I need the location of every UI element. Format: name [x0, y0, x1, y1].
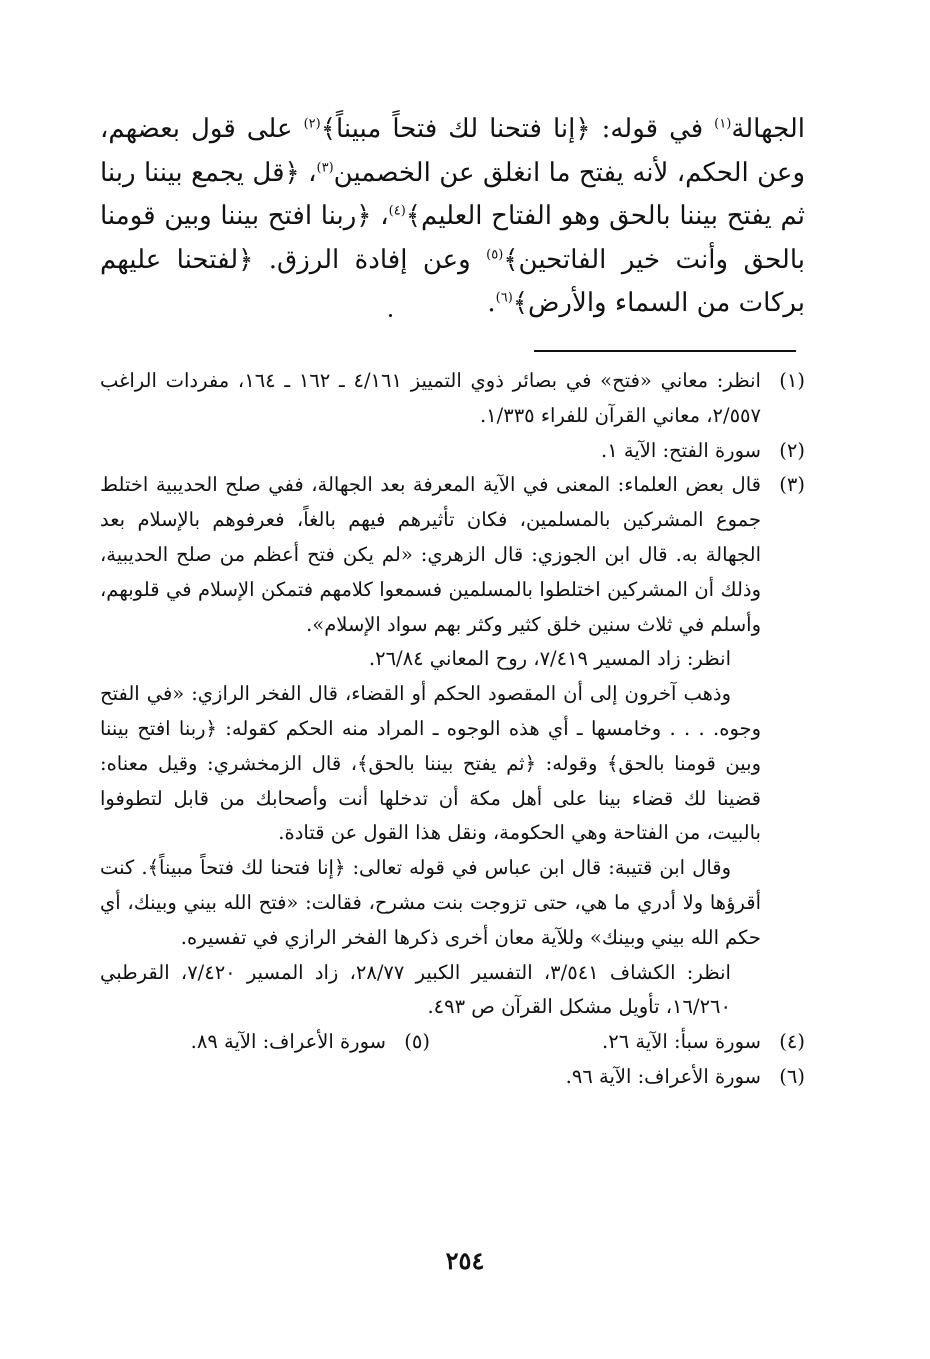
footnote-1 — [100, 364, 805, 434]
ink-dot — [389, 314, 392, 317]
footnote-paragraph: وقال ابن قتيبة: قال ابن عباس في قوله تعالى: ﴿إنا فتحنا لك فتحاً مبيناً﴾. كنت أقرؤها ولا أدري ما هي، حتى تزوجت بنت مشرح، فقالت: «فتح الله بيني وبينك، أي حكم الله بيني وبينك» وللآية معان أخرى ذكرها الفخر الرازي في تفسيره. — [100, 856, 761, 949]
page-number: ٢٥٤ — [445, 1246, 485, 1275]
footnote-separator — [534, 350, 796, 352]
main-text-segment: في قوله: ﴿إنا فتحنا لك فتحاً مبيناً﴾ — [320, 114, 715, 144]
footnotes — [100, 364, 805, 1095]
footnote-text: سورة الأعراف: الآية ٩٦. — [565, 1064, 761, 1088]
footnote-number: (٥) — [404, 1030, 430, 1054]
footnote-paragraph: وذهب آخرون إلى أن المقصود الحكم أو القضاء، قال الفخر الرازي: «في الفتح وجوه. . . . وخامسها ـ أي هذه الوجوه ـ المراد منه الحكم كقوله: ﴿ربنا افتح بيننا وبين قومنا بالحق﴾ وقوله: ﴿ثم يفتح بيننا بالحق﴾، قال الزمخشري: وقيل معناه: قضينا لك قضاء بينا على أهل مكة أن تدخلها أنت وأصحابك من قابل لتطوفوا بالبيت، من الفتاحة وهي الحكومة، ونقل هذا القول عن قتادة. — [100, 682, 761, 845]
main-text — [100, 108, 805, 326]
main-paragraph — [100, 108, 805, 326]
footnote-marker[interactable]: (٤) — [388, 203, 406, 219]
footnote-4 — [430, 1025, 805, 1060]
footnote-number: (٤) — [779, 1030, 805, 1054]
footnote-number: (١) — [779, 369, 805, 392]
footnote-text: انظر: معاني «فتح» في بصائر ذوي التمييز ٤/١٦١ ـ ١٦٢ ـ ١٦٤، مفردات الراغب ٢/٥٥٧، معاني القرآن للفراء ١/٣٣٥. — [100, 369, 761, 427]
footnote-number: (٦) — [779, 1064, 805, 1088]
main-text-segment: الجهالة — [731, 114, 806, 144]
footnote-marker[interactable]: (٥) — [486, 247, 504, 263]
main-text-segment: ، ﴿قل يجمع بيننا ربنا ثم يفتح بيننا بالحق وهو الفتاح العليم﴾ — [100, 157, 805, 232]
footnote-text: سورة سبأ: الآية ٢٦. — [602, 1030, 761, 1054]
footnote-number: (٢) — [779, 438, 805, 462]
footnote-6 — [100, 1060, 805, 1095]
footnote-2 — [100, 434, 805, 469]
footnote-reference: انظر: زاد المسير ٧/٤١٩، روح المعاني ٢٦/٨٤. — [368, 647, 731, 671]
footnote-row-4-5 — [100, 1025, 805, 1060]
footnote-marker[interactable]: (٣) — [316, 159, 334, 175]
footnote-paragraph: قال بعض العلماء: المعنى في الآية المعرفة بعد الجهالة، ففي صلح الحديبية اختلط جموع المشركين بالمسلمين، فكان تأثيرهم فيهم بالغاً، فعرفوهم بالإسلام بعد الجهالة به. قال ابن الجوزي: قال الزهري: «لم يكن فتح أعظم من صلح الحديبية، وذلك أن المشركين اختلطوا بالمسلمين فسمعوا كلامهم فتمكن الإسلام في قلوبهم، وأسلم في ثلاث سنين خلق كثير وكثر بهم سواد الإسلام». — [100, 473, 761, 636]
footnote-text: سورة الفتح: الآية ١. — [600, 438, 761, 462]
main-text-segment: وعن إفادة الرزق. ﴿لفتحنا عليهم بركات من السماء والأرض﴾ — [100, 244, 805, 319]
main-text-segment: على قول بعضهم، وعن الحكم، لأنه يفتح ما انغلق عن الخصمين — [100, 114, 805, 188]
footnote-3 — [100, 468, 805, 1025]
main-text-segment: . — [487, 288, 496, 319]
main-text-segment: ، ﴿ربنا افتح بيننا وبين قومنا بالحق وأنت خير الفاتحين﴾ — [100, 201, 806, 275]
footnote-marker[interactable]: (١) — [714, 116, 732, 132]
footnote-text: سورة الأعراف: الآية ٨٩. — [190, 1030, 386, 1054]
footnote-number: (٣) — [779, 473, 805, 497]
footnote-marker[interactable]: (٦) — [495, 290, 513, 306]
footnote-5 — [191, 1025, 430, 1060]
footnote-marker[interactable]: (٢) — [303, 116, 321, 132]
footnote-reference: انظر: الكشاف ٣/٥٤١، التفسير الكبير ٢٨/٧٧، زاد المسير ٧/٤٢٠، القرطبي ١٦/٢٦٠، تأويل مشكل القرآن ص ٤٩٣. — [100, 960, 731, 1019]
